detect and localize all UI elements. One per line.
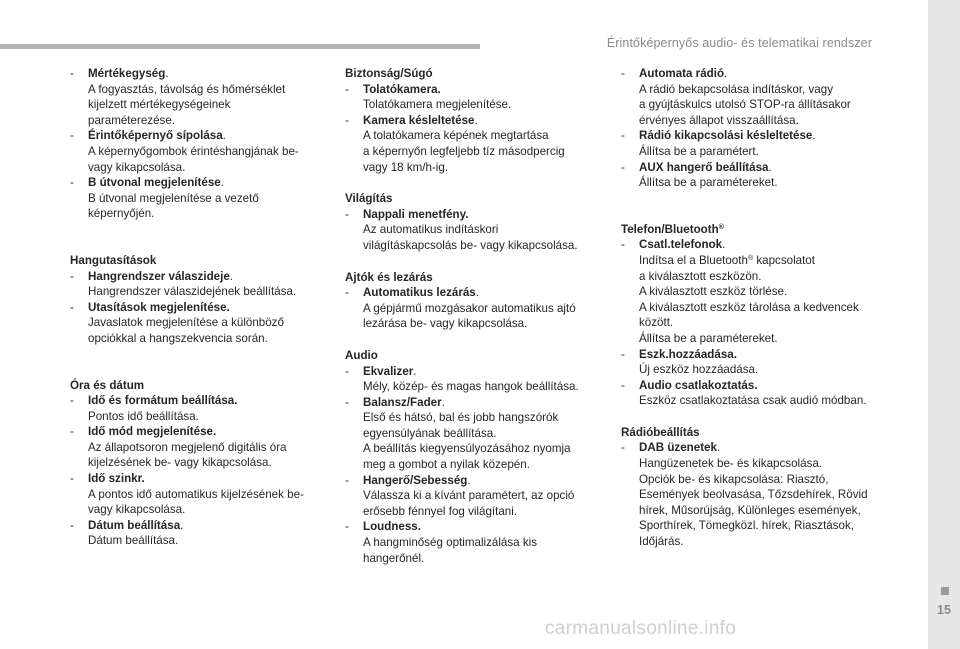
item-name: DAB üzenetek (639, 441, 717, 455)
item-name: Hangrendszer válaszideje (88, 269, 230, 283)
item-description: Állítsa be a paramétert. (639, 144, 759, 158)
section-title: Ajtók és lezárás (345, 270, 433, 284)
column-left (70, 66, 325, 549)
bullet: - (70, 129, 74, 143)
spacer (70, 347, 325, 378)
item-name: Audio csatlakoztatás. (639, 378, 758, 392)
section-title: Világítás (345, 192, 393, 206)
item-description: Válassza ki a kívánt paramétert, az opció erősebb fénnyel fog világítani. (363, 489, 575, 518)
item-name: Csatl.telefonok (639, 238, 723, 252)
item-description: Állítsa be a paramétereket. (639, 176, 778, 190)
item-suffix: . (768, 160, 772, 174)
item-suffix: . (812, 129, 816, 143)
item-description: A tolatókamera képének megtartása a képernyőn legfeljebb tíz másodpercig vagy 18 km/h-ig. (363, 129, 565, 174)
item-description: A rádió bekapcsolása indításkor, vagy a gyújtáskulcs utolsó STOP-ra állításakor érvényes állapot visszaállítása. (639, 82, 851, 127)
item-description: Az állapotsoron megjelenő digitális óra kijelzésének be- vagy kikapcsolása. (88, 440, 287, 470)
item-suffix: . (475, 286, 479, 300)
item-description-line (639, 253, 876, 269)
item-name: Mértékegység (88, 67, 166, 80)
registered-mark: ® (718, 223, 724, 231)
item-description: B útvonal megjelenítése a vezető képernyőjén. (88, 191, 259, 221)
item-description: A gépjármű mozgásakor automatikus ajtó lezárása be- vagy kikapcsolása. (363, 301, 576, 331)
item-description: Javaslatok megjelenítése a különböző opciókkal a hangszekvencia során. (88, 316, 284, 345)
item-description: Hangrendszer válaszidejének beállítása. (88, 285, 297, 299)
desc-pre: Indítsa el a Bluetooth (639, 253, 748, 267)
desc-post: kapcsolatot (753, 253, 815, 267)
list-item (621, 66, 876, 128)
bullet: - (621, 238, 625, 252)
item-name: Loudness. (363, 520, 421, 534)
bullet: - (345, 520, 349, 534)
list-item (621, 378, 876, 409)
list-item (345, 82, 600, 113)
list-item (621, 237, 876, 346)
item-name: Idő mód megjelenítése. (88, 425, 217, 439)
watermark: carmanualsonline.info (545, 618, 737, 639)
item-description: A pontos idő automatikus kijelzésének be- vagy kikapcsolása. (88, 487, 304, 517)
item-description: A fogyasztás, távolság és hőmérséklet kijelzett mértékegységeinek paraméterezése. (88, 82, 286, 127)
section-title: Biztonság/Súgó (345, 67, 433, 80)
list-item (345, 113, 600, 175)
section-title: Óra és dátum (70, 378, 145, 392)
item-description: a kiválasztott eszközön. A kiválasztott eszköz törlése. A kiválasztott eszköz tárolása a kedvencek között. Állítsa be a paramétereket. (639, 269, 859, 345)
bullet: - (621, 378, 625, 392)
item-suffix: . (722, 238, 726, 252)
section-title: Hangutasítások (70, 253, 157, 267)
item-description: Az automatikus indításkori világításkapcsolás be- vagy kikapcsolása. (363, 223, 578, 252)
item-name: Automatikus lezárás (363, 286, 476, 300)
list-item (345, 519, 600, 566)
item-suffix: . (467, 473, 471, 487)
bullet: - (70, 176, 74, 190)
list-item (70, 300, 325, 347)
bullet: - (621, 129, 625, 143)
item-description: Pontos idő beállítása. (88, 409, 199, 423)
item-suffix: . (724, 67, 728, 80)
item-suffix: . (441, 395, 445, 409)
item-description: Mély, közép- és magas hangok beállítása. (363, 380, 579, 394)
section-title (621, 222, 876, 238)
bullet: - (621, 441, 625, 455)
item-name: Hangerő/Sebesség (363, 473, 468, 487)
list-item (70, 518, 325, 549)
item-name: Dátum beállítása (88, 518, 181, 532)
item-name: Ekvalizer (363, 364, 414, 378)
bullet: - (345, 364, 349, 378)
bullet: - (345, 473, 349, 487)
section-title: Rádióbeállítás (621, 425, 700, 439)
list-item (70, 128, 325, 175)
registered-mark: ® (747, 254, 754, 262)
item-name: AUX hangerő beállítása (639, 160, 769, 174)
item-description: Első és hátsó, bal és jobb hangszórók egyensúlyának beállítása. A beállítás kiegyensúlyozásához nyomja meg a gombot a nyilak közepén. (363, 411, 571, 472)
bullet: - (70, 518, 74, 532)
bullet: - (345, 82, 349, 96)
list-item (70, 66, 325, 128)
list-item (621, 128, 876, 159)
list-item (345, 395, 600, 473)
spacer (621, 191, 876, 222)
bullet: - (621, 67, 625, 80)
item-name: B útvonal megjelenítése (88, 176, 221, 190)
item-name: Idő és formátum beállítása. (88, 394, 238, 408)
list-item (621, 160, 876, 191)
column-right (621, 66, 876, 550)
spacer (621, 409, 876, 425)
item-suffix: . (220, 176, 224, 190)
item-name: Nappali menetfény. (363, 207, 469, 221)
list-item (70, 393, 325, 424)
item-suffix: . (474, 113, 478, 127)
item-suffix: . (716, 441, 721, 455)
list-item (70, 471, 325, 518)
page-marker-square (941, 587, 949, 595)
item-name: Érintőképernyő sípolása (88, 129, 223, 143)
item-suffix: . (229, 269, 233, 283)
section-title: Audio (345, 348, 378, 362)
bullet: - (345, 113, 349, 127)
item-name: Kamera késleltetése (363, 113, 475, 127)
item-suffix: . (165, 67, 169, 80)
bullet: - (345, 395, 349, 409)
bullet: - (70, 300, 74, 314)
list-item (70, 424, 325, 471)
item-description: A képernyőgombok érintéshangjának be- vagy kikapcsolása. (88, 144, 299, 174)
item-description: Új eszköz hozzáadása. (639, 363, 759, 377)
item-description: Tolatókamera megjelenítése. (363, 98, 512, 112)
bullet: - (70, 472, 74, 486)
item-name: Utasítások megjelenítése. (88, 300, 230, 314)
item-description: Hangüzenetek be- és kikapcsolása. Opciók be- és kikapcsolása: Riasztó, Események beolvasása, Tőzsdehírek, Rövid hírek, Műsorújság, Különleges események, Sporthírek, Tömegközl. hírek, Riasztások, Időjárás. (639, 457, 868, 549)
list-item (70, 269, 325, 300)
spacer (345, 332, 600, 348)
list-item (345, 473, 600, 520)
item-description: A hangminőség optimalizálása kis hangerőnél. (363, 536, 538, 565)
page-number: 15 (937, 603, 951, 617)
bullet: - (70, 425, 74, 439)
list-item (70, 175, 325, 222)
bullet: - (345, 207, 349, 221)
bullet: - (621, 160, 625, 174)
bullet: - (70, 394, 74, 408)
item-suffix: . (222, 129, 226, 143)
item-name: Automata rádió (639, 67, 725, 80)
item-name: Idő szinkr. (88, 472, 145, 486)
bullet: - (70, 67, 74, 80)
list-item (345, 285, 600, 332)
list-item (621, 440, 876, 549)
item-description: Eszköz csatlakoztatása csak audió módban. (639, 394, 867, 408)
spacer (345, 175, 600, 191)
item-suffix: . (180, 518, 184, 532)
list-item (345, 207, 600, 254)
section-title-text: Telefon/Bluetooth (621, 222, 719, 236)
column-middle (345, 66, 600, 566)
bullet: - (621, 347, 625, 361)
item-description: Dátum beállítása. (88, 534, 179, 548)
page-header-title: Érintőképernyős audio- és telematikai rendszer (606, 36, 872, 50)
spacer (345, 254, 600, 270)
item-name: Tolatókamera. (363, 82, 441, 96)
list-item (345, 364, 600, 395)
item-name: Balansz/Fader (363, 395, 442, 409)
item-suffix: . (413, 364, 417, 378)
bullet: - (345, 286, 349, 300)
header-rule (0, 44, 480, 49)
item-name: Eszk.hozzáadása. (639, 347, 737, 361)
spacer (70, 222, 325, 253)
bullet: - (70, 269, 74, 283)
item-name: Rádió kikapcsolási késleltetése (639, 129, 813, 143)
list-item (621, 347, 876, 378)
page-side-tab (928, 0, 960, 649)
